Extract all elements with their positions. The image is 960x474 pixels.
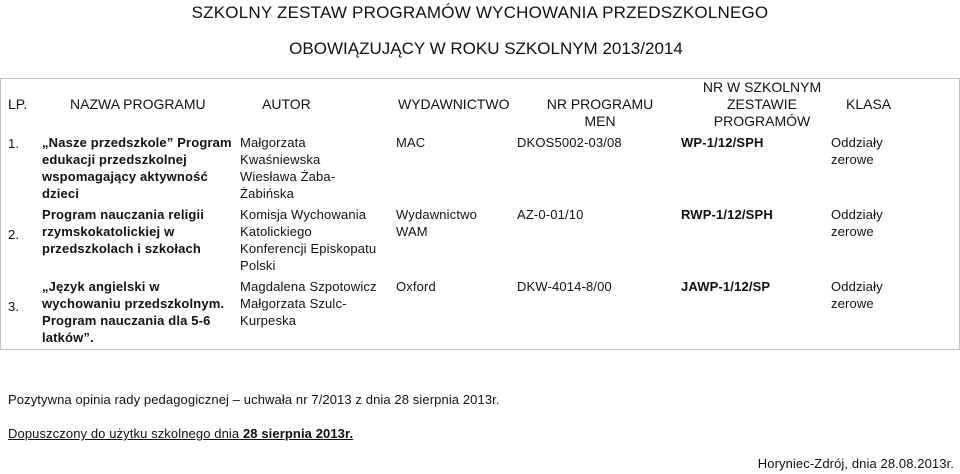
header-autor: AUTOR <box>262 96 311 112</box>
author-line: Konferencji Episkopatu <box>240 241 377 256</box>
row-class <box>831 134 883 168</box>
approval-prefix: Dopuszczony do użytku szkolnego dnia <box>8 426 243 441</box>
program-name-line: wspomagający aktywność <box>42 169 208 184</box>
header-klasa: KLASA <box>846 96 892 112</box>
row-school-number: RWP-1/12/SPH <box>681 207 773 222</box>
header-wydawnictwo: WYDAWNICTWO <box>398 96 510 112</box>
program-name-line: „Język angielski w <box>42 279 160 294</box>
header-nr-w-szkolnym-zestawie <box>682 79 842 130</box>
header-nr-programu-men <box>540 96 660 130</box>
row-publisher <box>396 134 425 151</box>
author-line: Katolickiego <box>240 224 312 239</box>
program-name-line: Program nauczania religii <box>42 207 204 222</box>
publisher-line: WAM <box>396 224 428 239</box>
row-publisher <box>396 206 477 240</box>
document-subtitle: OBOWIĄZUJĄCY W ROKU SZKOLNYM 2013/2014 <box>289 39 683 58</box>
row-lp: 3. <box>8 299 20 314</box>
header-nazwa: NAZWA PROGRAMU <box>70 96 206 112</box>
program-name-line: „Nasze przedszkole” Program <box>42 135 232 150</box>
class-line: zerowe <box>831 296 874 311</box>
row-author <box>240 206 376 274</box>
row-class <box>831 206 883 240</box>
row-program-name <box>42 206 204 257</box>
class-line: zerowe <box>831 224 874 239</box>
place-and-date: Horyniec-Zdrój, dnia 28.08.2013r. <box>757 456 954 471</box>
publisher-line: MAC <box>396 135 426 150</box>
author-line: Wiesława Żaba- <box>240 169 336 184</box>
program-name-line: przedszkolach i szkołach <box>42 241 201 256</box>
author-line: Polski <box>240 258 276 273</box>
author-line: Kwaśniewska <box>240 152 321 167</box>
program-name-line: dzieci <box>42 186 80 201</box>
row-school-number: WP-1/12/SPH <box>681 135 764 150</box>
row-author <box>240 278 377 329</box>
header-nr-szk-line1: NR W SZKOLNYM <box>702 79 822 95</box>
row-program-name <box>42 134 232 202</box>
class-line: Oddziały <box>831 279 883 294</box>
program-name-line: latków”. <box>42 330 94 345</box>
header-lp: LP. <box>8 96 28 112</box>
program-name-line: Program nauczania dla 5-6 <box>42 313 211 328</box>
author-line: Kurpeska <box>240 313 297 328</box>
author-line: Magdalena Szpotowicz <box>240 279 377 294</box>
program-name-line: edukacji przedszkolnej <box>42 152 187 167</box>
row-men-number: DKOS5002-03/08 <box>517 135 622 150</box>
row-program-name <box>42 278 224 346</box>
header-nr-szk-line3: PROGRAMÓW <box>713 113 811 129</box>
header-nr-programu-line2: MEN <box>584 113 616 129</box>
class-line: Oddziały <box>831 207 883 222</box>
row-men-number: DKW-4014-8/00 <box>517 279 612 294</box>
row-publisher <box>396 278 436 295</box>
publisher-line: Oxford <box>396 279 436 294</box>
class-line: zerowe <box>831 152 874 167</box>
author-line: Małgorzata <box>240 135 306 150</box>
header-nr-programu-line1: NR PROGRAMU <box>546 96 654 112</box>
program-name-line: wychowaniu przedszkolnym. <box>42 296 225 311</box>
document-title: SZKOLNY ZESTAW PROGRAMÓW WYCHOWANIA PRZEDSZKOLNEGO <box>191 3 769 22</box>
row-men-number: AZ-0-01/10 <box>517 207 584 222</box>
row-lp: 1. <box>8 136 20 151</box>
author-line: Małgorzata Szulc- <box>240 296 347 311</box>
program-name-line: rzymskokatolickiej w <box>42 224 175 239</box>
class-line: Oddziały <box>831 135 883 150</box>
row-author <box>240 134 335 202</box>
approval-date: 28 sierpnia 2013r. <box>242 426 354 441</box>
row-class <box>831 278 883 312</box>
pedagogical-council-opinion: Pozytywna opinia rady pedagogicznej – uchwała nr 7/2013 z dnia 28 sierpnia 2013r. <box>8 392 500 407</box>
author-line: Komisja Wychowania <box>240 207 367 222</box>
approval-statement <box>8 426 353 441</box>
row-lp: 2. <box>8 227 20 242</box>
header-nr-szk-line2: ZESTAWIE <box>727 96 797 112</box>
author-line: Żabińska <box>240 186 294 201</box>
publisher-line: Wydawnictwo <box>396 207 478 222</box>
row-school-number: JAWP-1/12/SP <box>681 279 771 294</box>
